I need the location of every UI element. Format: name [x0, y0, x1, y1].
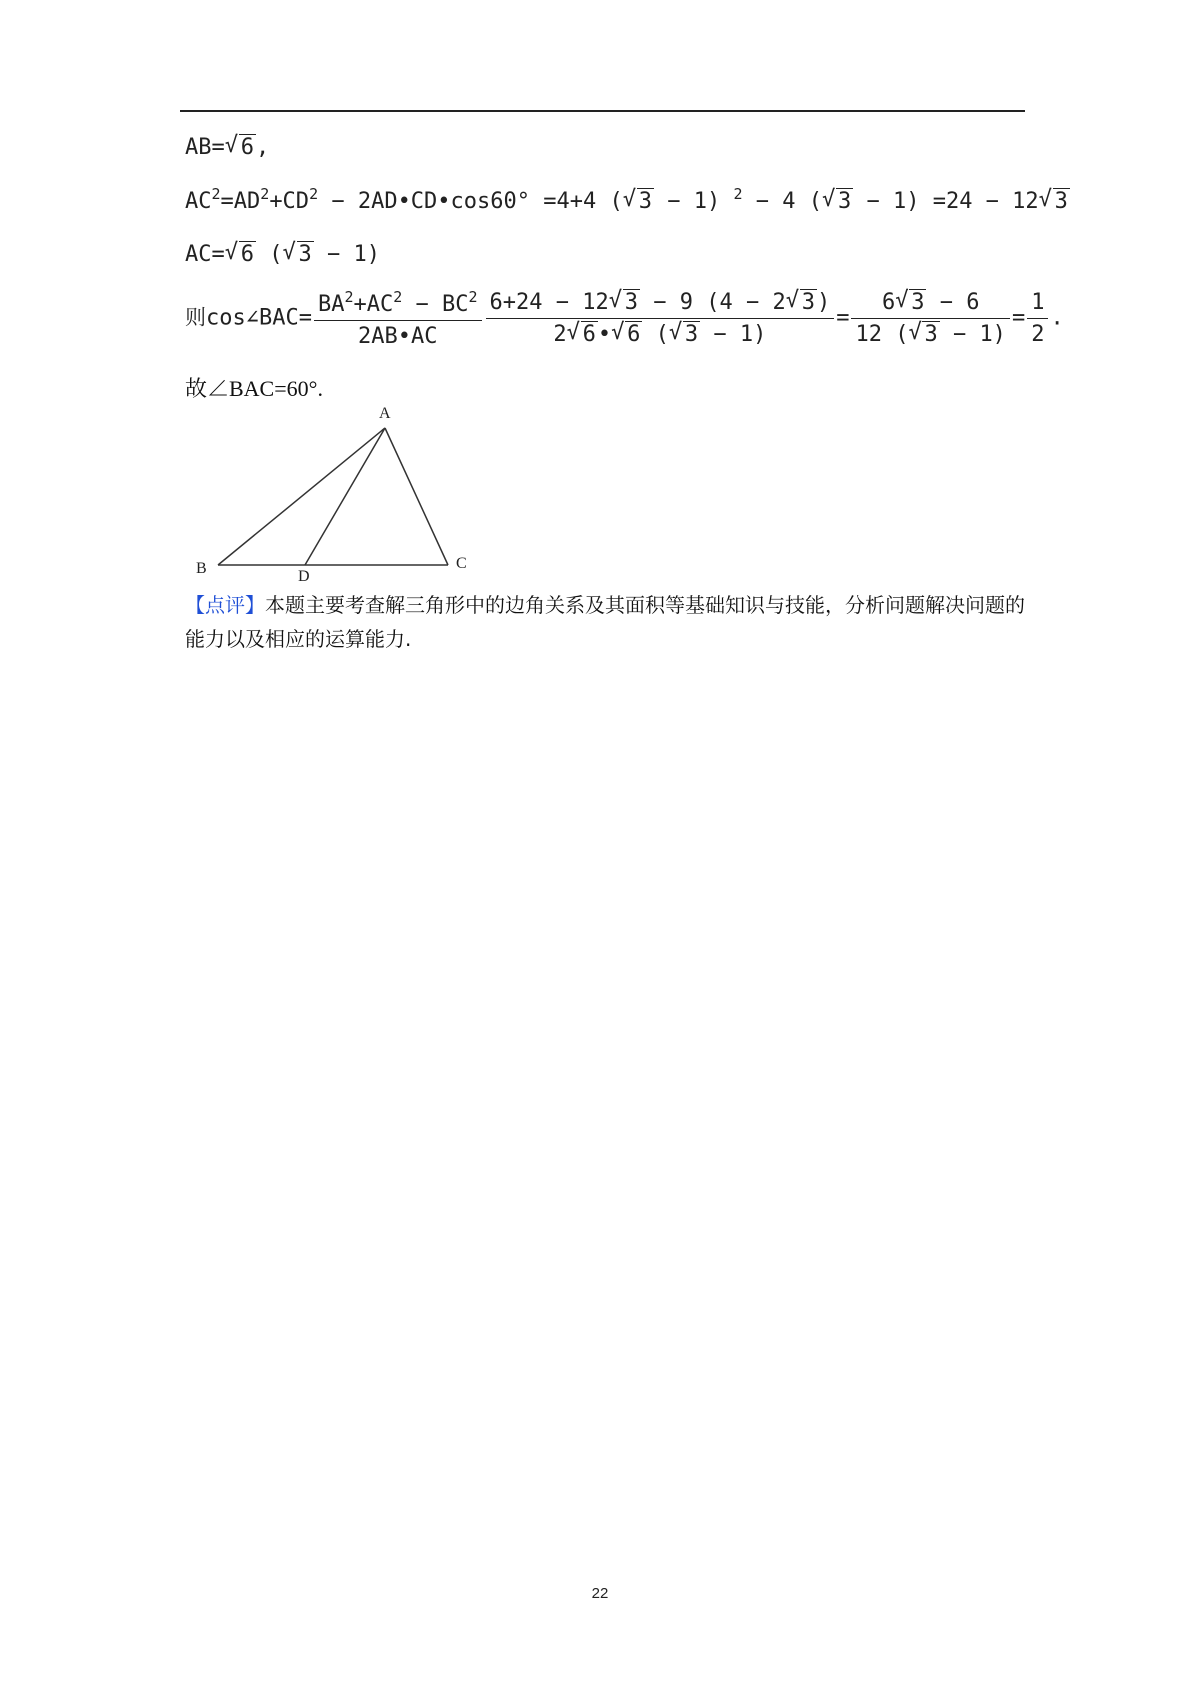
eq-part: )	[816, 290, 831, 315]
superscript: 2	[393, 288, 403, 306]
numerator: 1	[1027, 290, 1048, 319]
eq-part: − 1)	[313, 242, 380, 267]
sqrt-value: 6	[582, 322, 596, 347]
superscript: 2	[309, 185, 319, 203]
sqrt-value: 6	[627, 322, 641, 347]
eq-part: AC	[185, 189, 212, 214]
sqrt-value: 3	[638, 189, 652, 214]
eq-part: (	[256, 242, 283, 267]
label-a: A	[379, 405, 391, 422]
label-d: D	[298, 568, 310, 585]
equals-sign: =	[836, 305, 850, 331]
sqrt: √ 3	[608, 288, 639, 315]
superscript: 2	[733, 185, 743, 203]
equation-ac	[185, 242, 380, 267]
sqrt-value: 3	[298, 242, 312, 267]
sqrt: √ 3	[282, 240, 312, 267]
segment-ac	[385, 428, 448, 565]
sqrt: √ 6	[611, 320, 641, 347]
eq-part: − 6	[926, 290, 980, 315]
comment-text: 本题主要考查解三角形中的边角关系及其面积等基础知识与技能，分析问题解决问题的能力以及相应的运算能力.	[185, 593, 1025, 651]
fraction-2	[486, 290, 835, 347]
sqrt: √ 3	[668, 320, 699, 347]
eq-part: − 1)	[700, 322, 767, 347]
eq-part: 2	[553, 322, 567, 347]
sqrt: √ 3	[821, 187, 852, 214]
superscript: 2	[211, 185, 221, 203]
eq-part: − 4 (	[742, 189, 822, 214]
equation-ab	[185, 135, 269, 160]
eq-ab-lhs: AB=	[185, 135, 225, 160]
equals-sign: =	[1011, 305, 1026, 331]
sqrt-value: 3	[1054, 189, 1068, 214]
eq-part: − 1) =24 − 12	[853, 189, 1039, 214]
eq-part: AC=	[185, 242, 225, 267]
superscript: 2	[260, 185, 270, 203]
sqrt: √ 3	[908, 320, 938, 347]
conclusion-text: 故∠BAC=60°.	[185, 376, 323, 401]
sqrt: √ 3	[622, 187, 652, 214]
equation-ac-squared	[185, 185, 1070, 214]
eq-part: − 1)	[653, 189, 734, 214]
sqrt-value: 3	[801, 290, 815, 315]
header-rule	[180, 110, 1025, 112]
eq-part: +AC	[353, 292, 394, 317]
sqrt-value: 3	[624, 290, 639, 315]
sqrt-value: 3	[911, 290, 925, 315]
eq-part: +CD	[269, 189, 310, 214]
comment-tag: 【点评】	[185, 593, 265, 617]
sqrt-value: 6	[240, 242, 254, 267]
eq-part: − 9 (4 − 2	[640, 290, 786, 315]
triangle-figure	[180, 398, 480, 588]
fraction-4	[1027, 290, 1048, 347]
label-c: C	[456, 555, 467, 572]
fraction-3	[851, 290, 1009, 347]
eq-part: (	[642, 322, 669, 347]
eq-part: =AD	[220, 189, 261, 214]
eq-end: .	[1050, 305, 1064, 331]
sqrt: √ 3	[785, 288, 815, 315]
sqrt: √ 6	[566, 320, 596, 347]
denominator: 2	[1031, 322, 1045, 347]
eq-part: 6	[881, 290, 896, 315]
segment-ab	[218, 428, 385, 565]
eq-prefix: cos∠BAC=	[206, 305, 312, 331]
eq-part: BA	[317, 292, 345, 317]
eq-part: − BC	[402, 292, 469, 317]
eq-part: 12 (	[855, 322, 909, 347]
label-b: B	[196, 560, 207, 577]
eq-part: 6+24 − 12	[489, 290, 609, 315]
superscript: 2	[468, 288, 478, 306]
eq-part: − 1)	[939, 322, 1006, 347]
sqrt: √ 3	[1038, 187, 1068, 214]
sqrt: √ 6	[224, 240, 254, 267]
sqrt-value: 3	[924, 322, 938, 347]
comment-paragraph	[185, 588, 1025, 656]
superscript: 2	[344, 288, 354, 306]
eq-part: •	[597, 322, 612, 347]
segment-ad	[305, 428, 385, 565]
denominator: 2AB•AC	[358, 324, 438, 349]
sqrt-value: 6	[240, 135, 254, 160]
eq-ab-tail: ,	[256, 135, 270, 160]
sqrt-value: 3	[837, 189, 852, 214]
sqrt: √ 3	[895, 288, 925, 315]
fraction-1	[314, 288, 482, 349]
eq-prefix-cjk: 则	[185, 305, 206, 330]
sqrt: √ 6	[224, 133, 254, 160]
eq-part: − 2AD•CD•cos60° =4+4 (	[318, 189, 623, 214]
page-number: 22	[591, 1585, 609, 1602]
equation-cos-bac	[185, 288, 1064, 349]
sqrt-value: 3	[684, 322, 699, 347]
